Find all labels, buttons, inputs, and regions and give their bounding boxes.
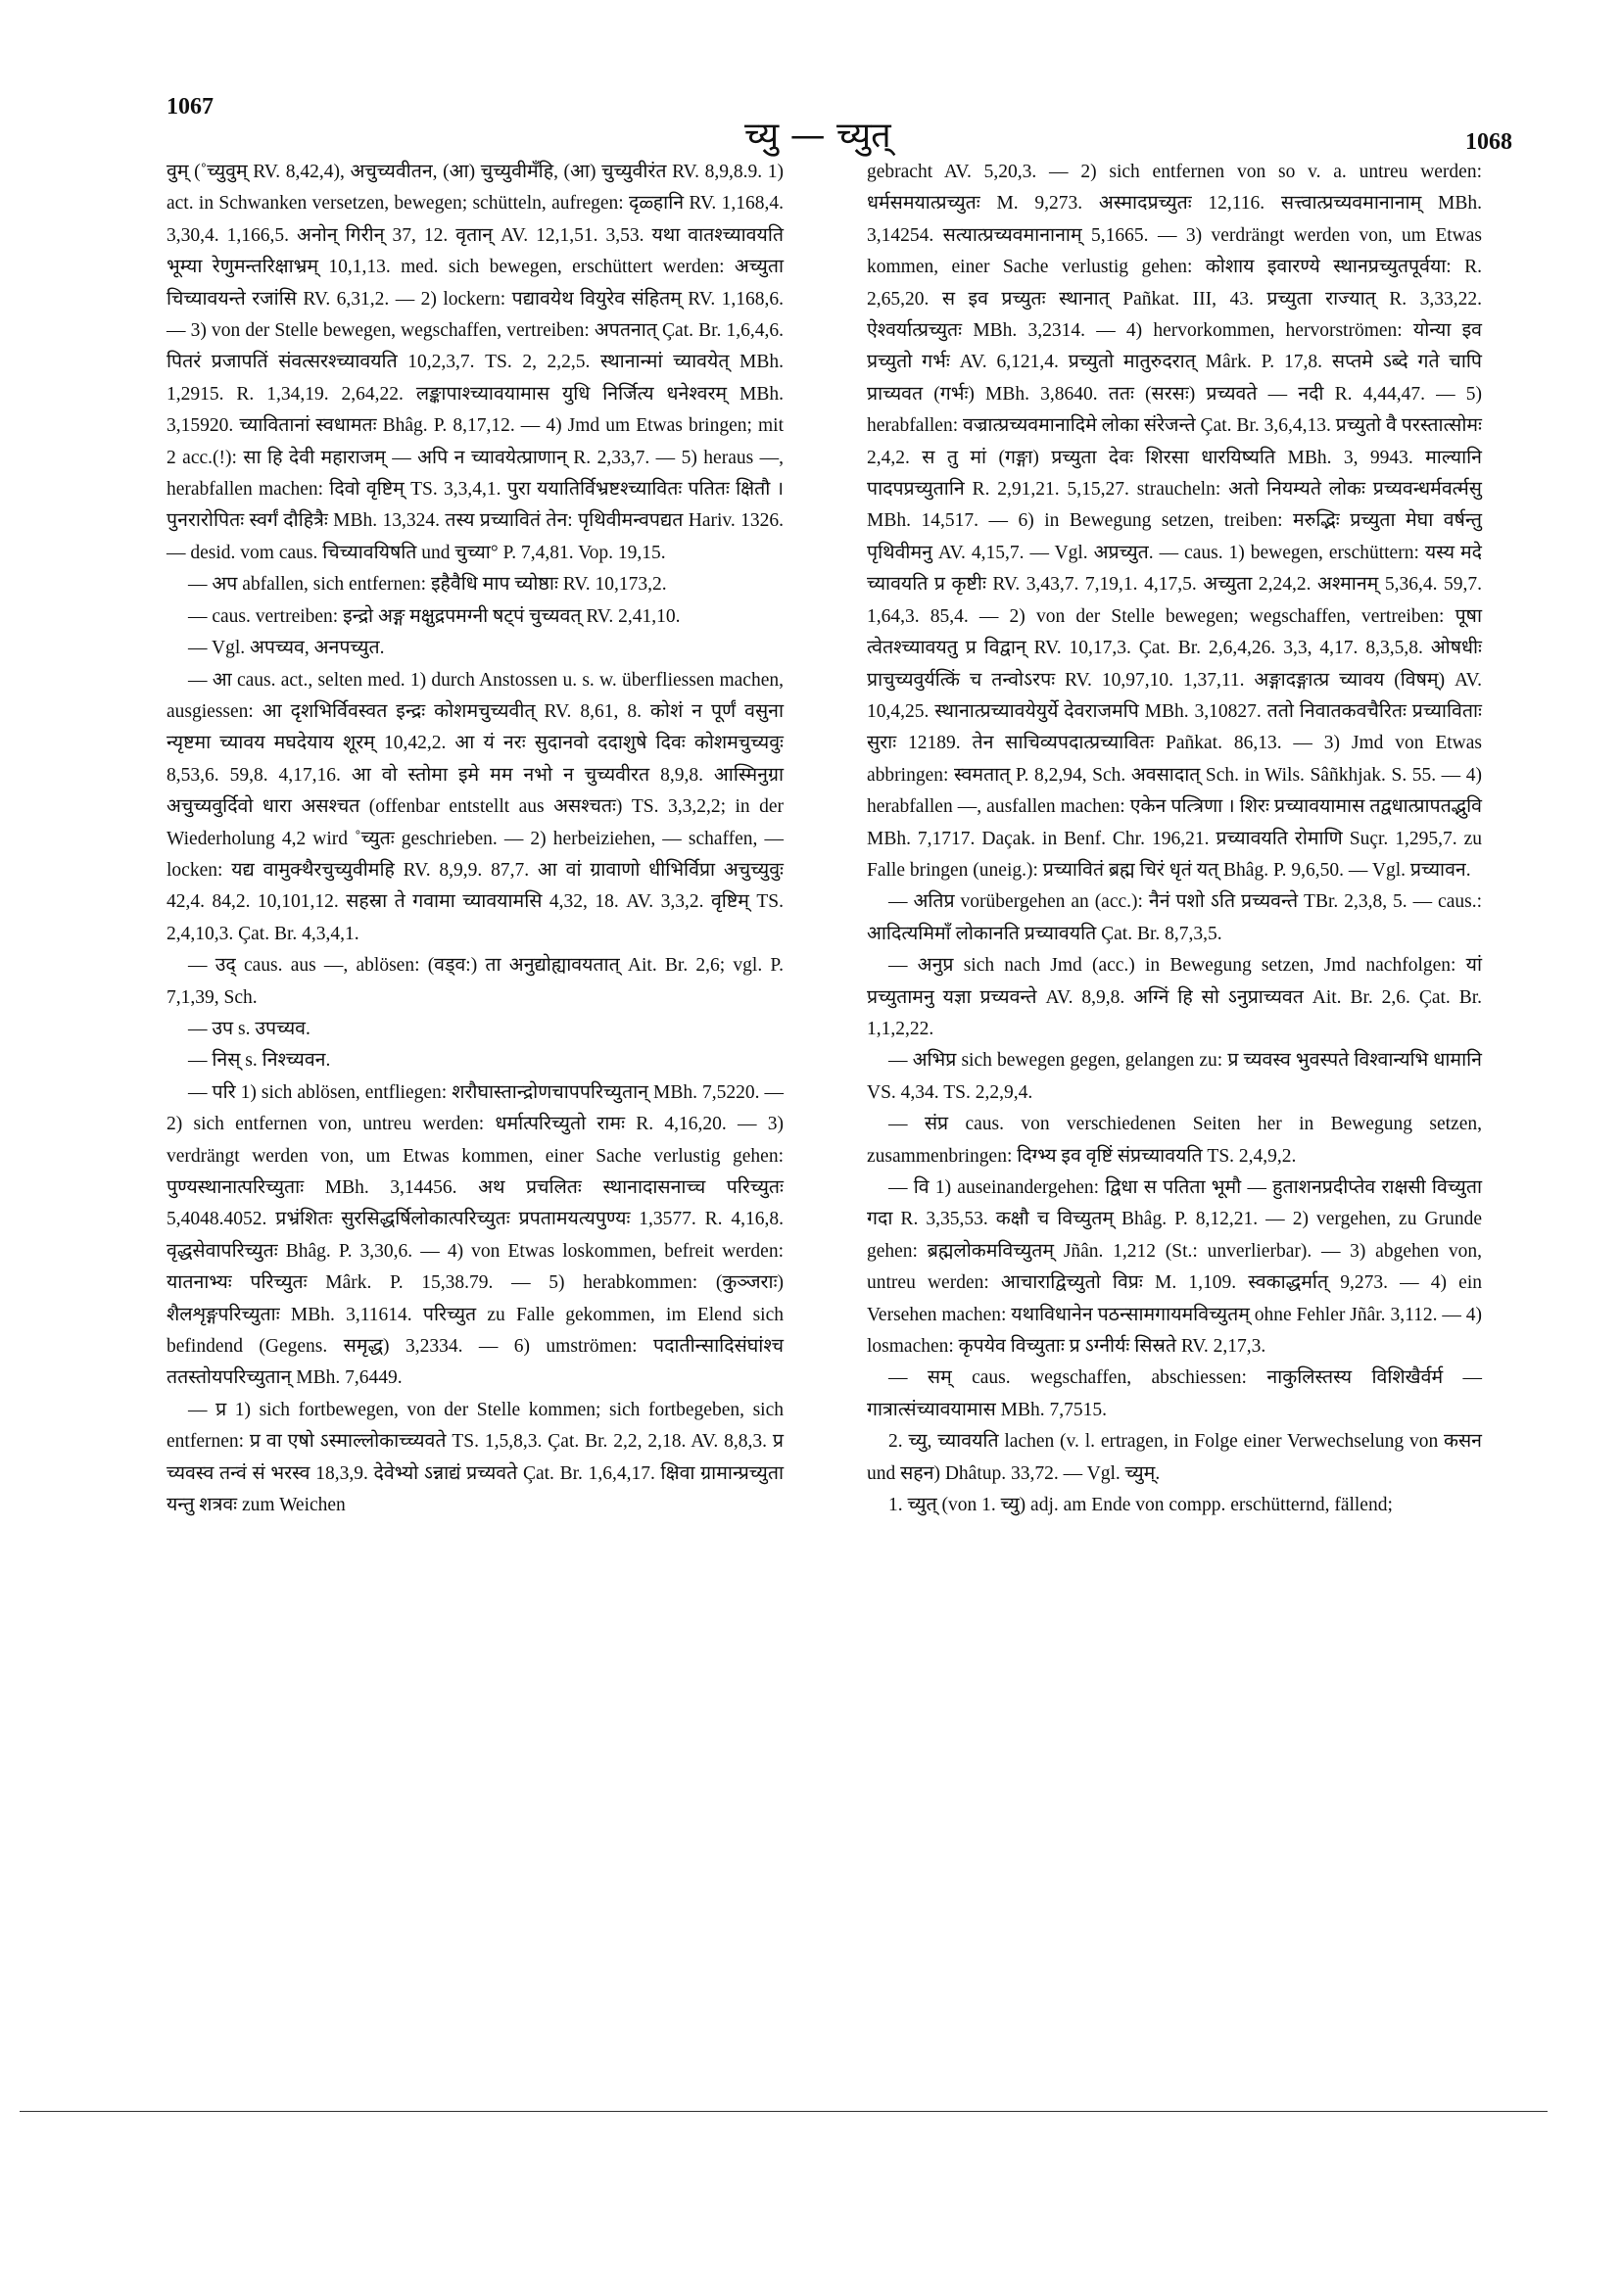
paragraph: — संप्र caus. von verschiedenen Seiten her in Bewegung setzen, zusammenbringen: दिग्भ्य इव वृष्टिं संप्रच्यावयति TS. 2,4,9,2. — [867, 1114, 1482, 1167]
paragraph: — परि 1) sich ablösen, entfliegen: शरौघास्तान्द्रोणचापपरिच्युतान् MBh. 7,5220. — 2) sich entfernen von, untreu werden: धर्मात्परिच्युतो रामः R. 4,16,20. — 3) verdrängt werden von, um Etwas kommen, einer Sache verlustig gehen: पुण्यस्थानात्परिच्युताः MBh. 3,14456. अथ प्रचलितः स्थानादासनाच्च परिच्युतः 5,4048.4052. प्रभ्रंशितः सुरसिद्धर्षिलोकात्परिच्युतः प्रपतामयत्यपुण्यः 1,3577. R. 4,16,8. वृद्धसेवापरिच्युतः Bhâg. P. 3,30,6. — 4) von Etwas loskommen, befreit werden: यातनाभ्यः परिच्युतः Mârk. P. 15,38.79. — 5) herabkommen: (कुञ्जराः) शैलशृङ्गपरिच्युताः MBh. 3,11614. परिच्युत zu Falle gekommen, im Elend sich befindend (Gegens. समृद्ध) 3,2334. — 6) umströmen: पदातीन्सादिसंघांश्च ततस्तोयपरिच्युतान् MBh. 7,6449. — [167, 1081, 784, 1389]
paragraph: — उप s. उपच्यव. — [188, 1018, 310, 1039]
paragraph: gebracht AV. 5,20,3. — 2) sich entfernen von so v. a. untreu werden: धर्मसमयात्प्रच्युतः M. 9,273. अस्मादप्रच्युतः 12,116. सत्त्वात्प्रच्यवमानानाम् MBh. 3,14254. सत्यात्प्रच्यवमानानाम् 5,1665. — 3) verdrängt werden von, um Etwas kommen, einer Sache verlustig gehen: कोशाय इवारण्ये स्थानप्रच्युतपूर्वया: R. 2,65,20. स इव प्रच्युतः स्थानात् Pañkat. III, 43. प्रच्युता राज्यात् R. 3,33,22. ऐश्वर्यात्प्रच्युतः MBh. 3,2314. — 4) hervorkommen, hervorströmen: योन्या इव प्रच्युतो गर्भः AV. 6,121,4. प्रच्युतो मातुरुदरात् Mârk. P. 17,8. सप्तमे ऽब्दे गते चापि प्राच्यवत (गर्भः) MBh. 3,8640. ततः (सरसः) प्रच्यवते — नदी R. 4,44,47. — 5) herabfallen: वज्रात्प्रच्यवमानादिमे लोका संरेजन्ते Çat. Br. 3,6,4,13. प्रच्युतो वै परस्तात्सोमः 2,4,2. स तु मां (गङ्गा) प्रच्युता देवः शिरसा धारयिष्यति MBh. 3, 9943. माल्यानि पादपप्रच्युतानि R. 2,91,21. 5,15,27. straucheln: अतो नियम्यते लोकः प्रच्यवन्धर्मवर्त्मसु MBh. 14,517. — 6) in Bewegung setzen, treiben: मरुद्भिः प्रच्युता मेघा वर्षन्तु पृथिवीमनु AV. 4,15,7. — Vgl. अप्रच्युत. — caus. 1) bewegen, erschüttern: यस्य मदे च्यावयति प्र कृष्टीः RV. 3,43,7. 7,19,1. 4,17,5. अच्युता 2,24,2. अश्मानम् 5,36,4. 59,7. 1,64,3. 85,4. — 2) von der Stelle bewegen; wegschaffen, vertreiben: पूषा त्वेतश्च्यावयतु प्र विद्वान् RV. 10,17,3. Çat. Br. 2,6,4,26. 3,3, 4,17. 8,3,5,8. ओषधीः प्राचुच्यवुर्यत्किं च तन्वोऽरपः RV. 10,97,10. 1,37,11. अङ्गादङ्गात्प्र च्यावय (विषम्) AV. 10,4,25. स्थानात्प्रच्यावयेयुर्ये देवराजमपि MBh. 3,10827. ततो निवातकवचैरितः प्रच्याविताः सुराः 12189. तेन साचिव्यपदात्प्रच्यावितः Pañkat. 86,13. — 3) Jmd von Etwas abbringen: स्वमतात् P. 8,2,94, Sch. अवसादात् Sch. in Wils. Sâñkhjak. S. 55. — 4) herabfallen —, ausfallen machen: एकेन पत्त्रिणा । शिरः प्रच्यावयामास तद्वधात्प्रापतद्भुवि MBh. 7,1717. Daçak. in Benf. Chr. 196,21. प्रच्यावयति रोमाणि Suçr. 1,295,7. zu Falle bringen (uneig.): प्रच्यावितं ब्रह्म चिरं धृतं यत् Bhâg. P. 9,6,50. — Vgl. प्रच्यावन. — [867, 162, 1482, 881]
paragraph: — अतिप्र vorübergehen an (acc.): नैनं पशो ऽति प्रच्यवन्ते TBr. 2,3,8, 5. — caus.: आदित्यमिमाँ लोकानति प्रच्यावयति Çat. Br. 8,7,3,5. — [867, 891, 1482, 944]
running-head: च्यु — च्युत् — [744, 116, 891, 156]
page-number-left: 1067 — [167, 94, 214, 120]
page-bottom-rule — [20, 2111, 1548, 2112]
paragraph: — caus. vertreiben: इन्द्रो अङ्ग मक्षुद्रपमग्नी षट्पं चुच्यवत् RV. 2,41,10. — [188, 605, 681, 627]
paragraph: 1. च्युत् (von 1. च्यु) adj. am Ende von compp. erschütternd, fällend; — [888, 1495, 1393, 1516]
paragraph: — अप abfallen, sich entfernen: इहैवैधि माप च्योष्ठाः RV. 10,173,2. — [188, 574, 667, 596]
page-number-right: 1068 — [1465, 129, 1512, 155]
paragraph: — आ caus. act., selten med. 1) durch Anstossen u. s. w. überfliessen machen, ausgiessen: आ दृशभिर्विवस्वत इन्द्रः कोशमचुच्यवीत् RV. 8,61, 8. कोशं न पूर्णं वसुना न्यृष्टमा च्यावय मघदेयाय शूरम् 10,42,2. आ यं नरः सुदानवो ददाशुषे दिवः कोशमचुच्यवुः 8,53,6. 59,8. 4,17,16. आ वो स्तोमा इमे मम नभो न चुच्यवीरत 8,9,8. आस्मिनुग्रा अचुच्यवुर्दिवो धारा असश्चत (offenbar entstellt aus असश्चतः) TS. 3,3,2,2; in der Wiederholung 4,2 wird ˚च्युतः geschrieben. — 2) herbeiziehen, — schaffen, — locken: यद्य वामुक्थैरचुच्युवीमहि RV. 8,9,9. 87,7. आ वां ग्रावाणो धीभिर्विप्रा अचुच्युवुः 42,4. 84,2. 10,101,12. सहस्रा ते गवामा च्यावयामसि 4,32, 18. AV. 3,3,2. वृष्टिम् TS. 2,4,10,3. Çat. Br. 4,3,4,1. — [167, 669, 784, 944]
paragraph: — निस् s. निश्च्यवन. — [188, 1050, 331, 1072]
paragraph: — अनुप्र sich nach Jmd (acc.) in Bewegung setzen, Jmd nachfolgen: यां प्रच्युतामनु यज्ञा प्रच्यवन्ते AV. 8,9,8. अग्निं हि सो ऽनुप्राच्यवत Ait. Br. 2,6. Çat. Br. 1,1,2,22. — [867, 955, 1482, 1039]
paragraph: वुम् (˚च्युवुम् RV. 8,42,4), अचुच्यवीतन, (आ) चुच्युवीमँहि, (आ) चुच्युवीरंत RV. 8,9,8.9. 1) act. in Schwanken versetzen, bewegen; schütteln, aufregen: दृळ्हानि RV. 1,168,4. 3,30,4. 1,166,5. अनोन् गिरीन् 37, 12. वृतान् AV. 12,1,51. 3,53. यथा वातश्च्यावयति भूम्या रेणुमन्तरिक्षाभ्रम् 10,1,13. med. sich bewegen, erschüttert werden: अच्युता चिच्यावयन्ते रजांसि RV. 6,31,2. — 2) lockern: पद्यावयेथ वियुरेव संहितम् RV. 1,168,6. — 3) von der Stelle bewegen, wegschaffen, vertreiben: अपतनात् Çat. Br. 1,6,4,6. पितरं प्रजापतिं संवत्सरश्च्यावयति 10,2,3,7. TS. 2, 2,2,5. स्थानान्मां च्यावयेत् MBh. 1,2915. R. 1,34,19. 2,64,22. लङ्कापाश्च्यावयामास युधि निर्जित्य धनेश्वरम् MBh. 3,15920. च्यावितानां स्वधामतः Bhâg. P. 8,17,12. — 4) Jmd um Etwas bringen; mit 2 acc.(!): सा हि देवी महाराजम् — अपि न च्यावयेत्प्राणान् R. 2,33,7. — 5) heraus —, herabfallen machen: दिवो वृष्टिम् TS. 3,3,4,1. पुरा ययातिर्विभ्रष्टश्च्यावितः पतितः क्षितौ । पुनरारोपितः स्वर्गं दौहित्रैः MBh. 13,324. तस्य प्रच्यावितं तेन: पृथिवीमन्वपद्यत Hariv. 1326. — desid. vom caus. चिच्यावयिषति und चुच्या° P. 7,4,81. Vop. 19,15. — [167, 162, 784, 563]
paragraph: 2. च्यु, च्यावयति lachen (v. l. ertragen, in Folge einer Verwechselung von कसन und सहन) Dhâtup. 33,72. — Vgl. च्युम्. — [867, 1431, 1482, 1484]
paragraph: — प्र 1) sich fortbewegen, von der Stelle kommen; sich fortbegeben, sich entfernen: प्र वा एषो ऽस्माल्लोकाच्च्यवते TS. 1,5,8,3. Çat. Br. 2,2, 2,18. AV. 8,8,3. प्र च्यवस्व तन्वं सं भरस्व 18,3,9. देवेभ्यो ऽन्नाद्यं प्रच्यवते Çat. Br. 1,6,4,17. क्षिवा ग्रामान्प्रच्युता यन्तु शत्रवः zum Weichen — [167, 1399, 784, 1516]
paragraph: — उद् caus. aus —, ablösen: (वड्व:) ता अनुद्योह्यावयतात् Ait. Br. 2,6; vgl. P. 7,1,39, Sch. — [167, 955, 784, 1008]
left-column — [167, 157, 784, 1521]
paragraph: — वि 1) auseinandergehen: द्विधा स पतिता भूमौ — हुताशनप्रदीप्तेव राक्षसी विच्युता गदा R. 3,35,53. कक्षौ च विच्युतम् Bhâg. P. 8,12,21. — 2) vergehen, zu Grunde gehen: ब्रह्मलोकमविच्युतम् Jñân. 1,212 (St.: unverlierbar). — 3) abgehen von, untreu werden: आचाराद्विच्युतो विप्रः M. 1,109. स्वकाद्धर्मात् 9,273. — 4) ein Versehen machen: यथाविधानेन पठन्सामगायमविच्युतम् ohne Fehler Jñâr. 3,112. — 4) losmachen: कृपयेव विच्युताः प्र ऽग्नीर्यः सिस्रते RV. 2,17,3. — [867, 1177, 1482, 1358]
paragraph: — सम् caus. wegschaffen, abschiessen: नाकुलिस्तस्य विशिखैर्वर्म — गात्रात्संच्यावयामास MBh. 7,7515. — [867, 1367, 1482, 1420]
paragraph: — Vgl. अपच्यव, अनपच्युत. — [188, 638, 385, 659]
paragraph: — अभिप्र sich bewegen gegen, gelangen zu: प्र च्यवस्व भुवस्पते विश्वान्यभि धामानि VS. 4,34. TS. 2,2,9,4. — [867, 1050, 1482, 1103]
page-header — [0, 0, 1622, 157]
right-column — [867, 157, 1482, 1521]
